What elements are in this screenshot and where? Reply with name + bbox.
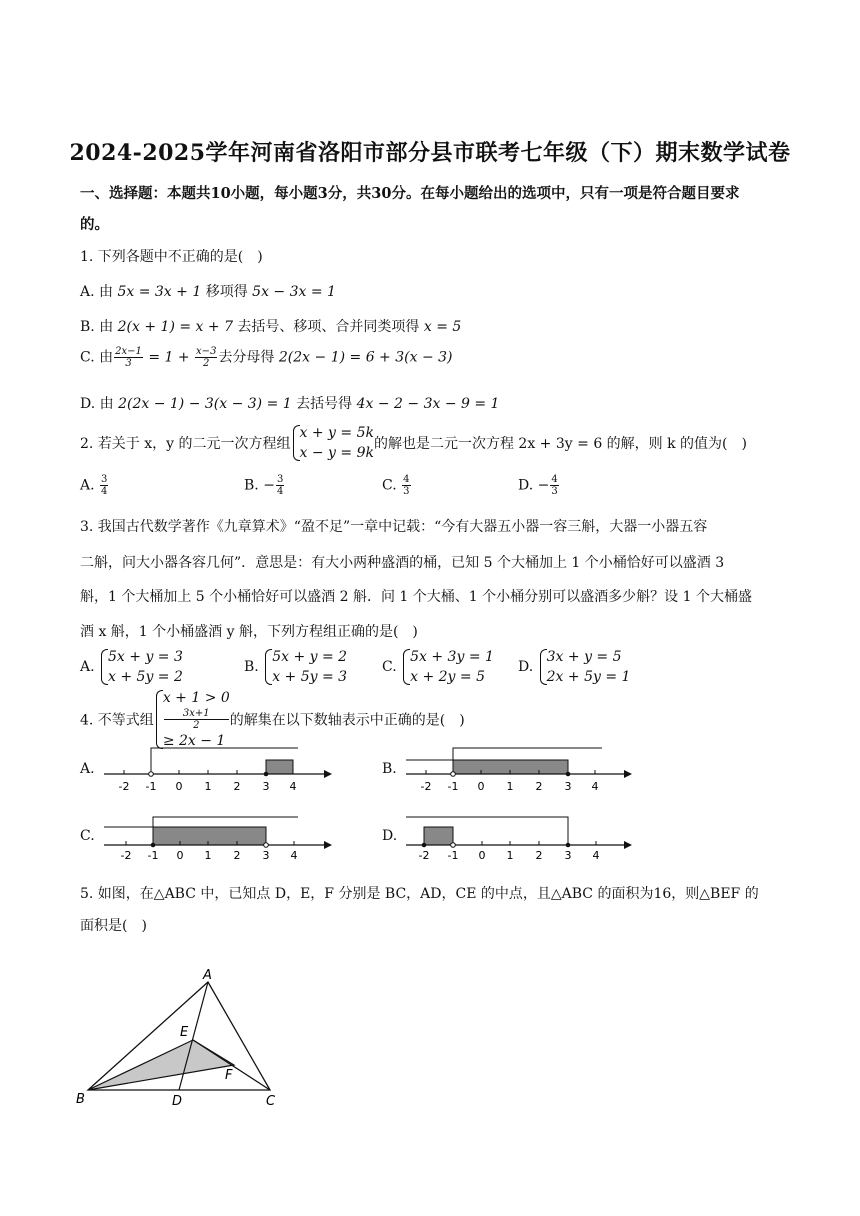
svg-text:4: 4 bbox=[289, 780, 297, 792]
section-header: 一、选择题：本题共10小题，每小题3分，共30分。在每小题给出的选项中，只有一项是符合题目要求 bbox=[80, 185, 740, 202]
page-title: 2024-2025学年河南省洛阳市部分县市联考七年级（下）期末数学试卷 bbox=[69, 140, 791, 166]
svg-text:3: 3 bbox=[262, 780, 270, 792]
q1-option-b: B. 由 2(x + 1) = x + 7 去括号、移项、合并同类项得 x = 5 bbox=[80, 319, 462, 335]
svg-text:1: 1 bbox=[506, 780, 514, 792]
svg-text:2: 2 bbox=[233, 849, 241, 860]
svg-text:-2: -2 bbox=[420, 780, 432, 792]
q3-line-3: 斛，1 个大桶加上 5 个小桶恰好可以盛酒 2 斛．问 1 个大桶、1 个小桶分别可以盛酒多少斛？设 1 个大桶盛 bbox=[80, 589, 752, 605]
q5-line-1: 5. 如图，在△ABC 中，已知点 D，E，F 分别是 BC，AD，CE 的中点，且△ABC 的面积为16，则△BEF 的 bbox=[80, 886, 759, 902]
svg-text:2: 2 bbox=[535, 849, 543, 860]
q3-option-b: B. 5x + y = 2 x + 5y = 3 bbox=[244, 649, 348, 685]
svg-text:3: 3 bbox=[564, 849, 572, 860]
q4-option-d-label: D. bbox=[382, 828, 398, 844]
shaded-triangle-bef bbox=[88, 1040, 234, 1090]
svg-text:C: C bbox=[266, 1094, 276, 1109]
svg-text:-2: -2 bbox=[418, 849, 430, 860]
triangle-figure bbox=[70, 965, 300, 1115]
q3-option-d: D. 3x + y = 5 2x + 5y = 1 bbox=[518, 649, 631, 685]
q2-option-a: A. $\frac{3}{4}$ bbox=[80, 474, 108, 497]
q3-option-c: C. 5x + 3y = 1 x + 2y = 5 bbox=[382, 649, 494, 685]
svg-text:B: B bbox=[76, 1092, 85, 1107]
svg-text:1: 1 bbox=[204, 849, 212, 860]
svg-text:2: 2 bbox=[535, 780, 543, 792]
q4-stem: 4. 不等式组 x + 1 > 0 3x+1 2 ≥ 2x − 1 的解集在以下数轴表示中正确的是( ) bbox=[80, 690, 465, 749]
q3-line-4: 酒 x 斛，1 个小桶盛酒 y 斛，下列方程组正确的是( ) bbox=[80, 624, 418, 640]
section-header-cont: 的。 bbox=[80, 216, 109, 233]
q4-option-a-label: A. bbox=[80, 761, 95, 777]
svg-text:4: 4 bbox=[591, 780, 599, 792]
svg-text:D: D bbox=[172, 1094, 183, 1109]
q5-line-2: 面积是( ) bbox=[80, 918, 147, 934]
q1-option-d: D. 由 2(2x − 1) − 3(x − 3) = 1 去括号得 4x − 2 − 3x − 9 = 1 bbox=[80, 396, 500, 412]
q4-option-c-number-line bbox=[100, 808, 340, 860]
q2-stem: 2. 若关于 x，y 的二元一次方程组 x + y = 5k x − y = 9k 的解也是二元一次方程 2x + 3y = 6 的解，则 k 的值为( ) bbox=[80, 425, 747, 461]
q3-option-a: A. 5x + y = 3 x + 5y = 2 bbox=[80, 649, 183, 685]
q4-option-b-label: B. bbox=[382, 761, 397, 777]
svg-text:1: 1 bbox=[204, 780, 212, 792]
q2-option-d: D. − $\frac{4}{3}$ bbox=[518, 474, 558, 497]
svg-text:A: A bbox=[203, 968, 212, 983]
q1-option-c: C. 由 $\frac{2x-1}{3}$ = 1 + $\frac{x-3}{2}$ 去分母得 2(2x − 1) = 6 + 3(x − 3) bbox=[80, 346, 453, 369]
svg-text:4: 4 bbox=[290, 849, 298, 860]
q2-option-c: C. $\frac{4}{3}$ bbox=[382, 474, 410, 497]
svg-text:2: 2 bbox=[233, 780, 241, 792]
svg-text:-1: -1 bbox=[447, 849, 459, 860]
svg-text:-1: -1 bbox=[147, 849, 159, 860]
svg-text:-1: -1 bbox=[145, 780, 157, 792]
q3-line-1: 3. 我国古代数学著作《九章算术》“盈不足”一章中记载：“今有大器五小器一容三斛，大器一小器五容 bbox=[80, 519, 708, 535]
q4-option-b-number-line bbox=[402, 740, 642, 792]
q1-stem: 1. 下列各题中不正确的是( ) bbox=[80, 249, 263, 265]
svg-text:0: 0 bbox=[175, 780, 183, 792]
svg-text:4: 4 bbox=[592, 849, 600, 860]
svg-text:3: 3 bbox=[564, 780, 572, 792]
svg-text:0: 0 bbox=[176, 849, 184, 860]
svg-text:-2: -2 bbox=[118, 780, 130, 792]
svg-text:0: 0 bbox=[477, 780, 485, 792]
svg-text:1: 1 bbox=[506, 849, 514, 860]
q1-option-a: A. 由 5x = 3x + 1 移项得 5x − 3x = 1 bbox=[80, 284, 336, 300]
q4-option-a-number-line bbox=[100, 740, 340, 792]
q4-option-d-number-line bbox=[402, 808, 642, 860]
q4-option-c-label: C. bbox=[80, 828, 95, 844]
svg-text:0: 0 bbox=[478, 849, 486, 860]
svg-text:3: 3 bbox=[262, 849, 270, 860]
svg-text:-1: -1 bbox=[447, 780, 459, 792]
svg-text:-2: -2 bbox=[120, 849, 132, 860]
q3-line-2: 二斛，问大小器各容几何”．意思是：有大小两种盛酒的桶，已知 5 个大桶加上 1 个小桶恰好可以盛酒 3 bbox=[80, 555, 725, 571]
svg-text:F: F bbox=[225, 1068, 233, 1083]
svg-text:E: E bbox=[180, 1025, 189, 1040]
q2-option-b: B. − $\frac{3}{4}$ bbox=[244, 474, 284, 497]
